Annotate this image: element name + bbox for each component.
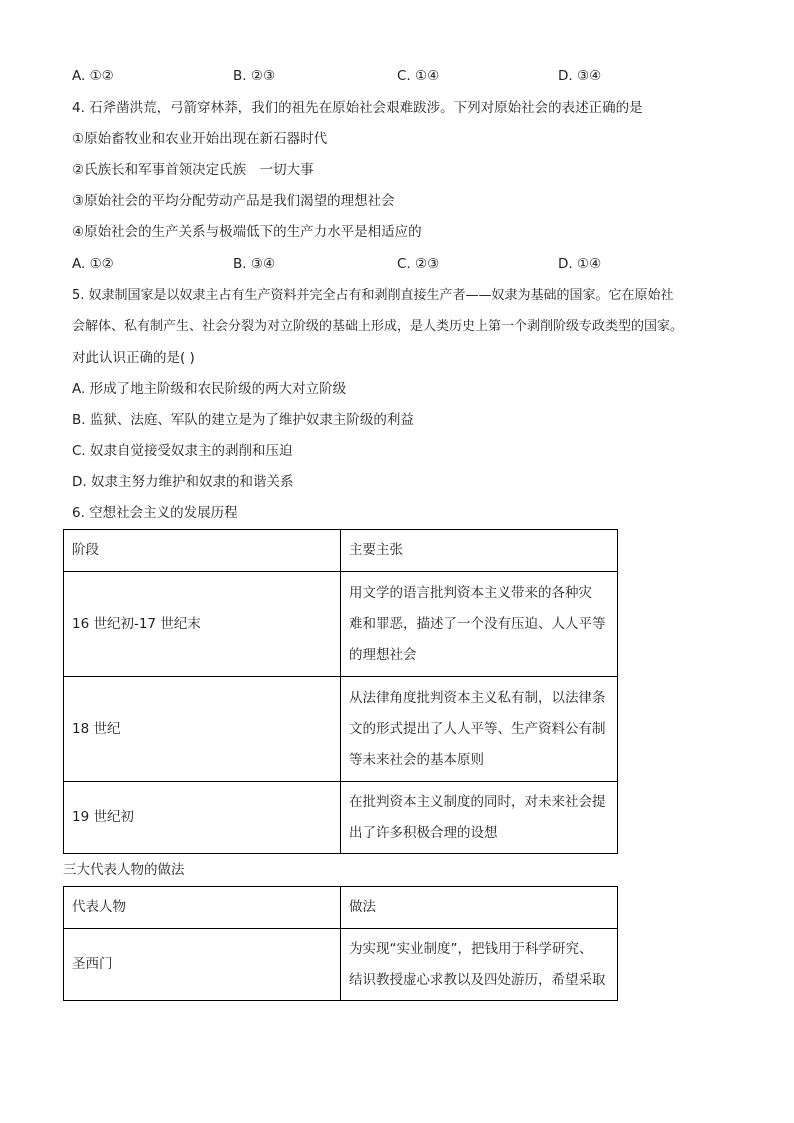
q5-option-b: B. 监狱、法庭、军队的建立是为了维护奴隶主阶级的利益 (72, 412, 414, 428)
claim-cell (341, 572, 618, 677)
table-header-row (64, 530, 618, 572)
claim-line: 等未来社会的基本原则 (349, 751, 484, 768)
practice-cell (341, 929, 618, 1001)
stage-cell: 18 世纪 (64, 677, 341, 782)
q4-statement-1: ①原始畜牧业和农业开始出现在新石器时代 (72, 131, 328, 147)
table-row (64, 677, 618, 782)
claim-cell (341, 782, 618, 854)
person-table (63, 886, 618, 1001)
q4-option-b: B. ③④ (233, 256, 276, 272)
claim-line: 从法律角度批判资本主义私有制，以法律条 (349, 689, 606, 706)
q5-stem-line-1: 5. 奴隶制国家是以奴隶主占有生产资料并完全占有和剥削直接生产者——奴隶为基础的国家。它在原始社 (72, 288, 674, 303)
stage-cell: 19 世纪初 (64, 782, 341, 854)
q3-option-d: D. ③④ (558, 68, 602, 84)
q4-option-d: D. ①④ (558, 256, 602, 272)
claim-cell (341, 677, 618, 782)
q4-option-c: C. ②③ (397, 256, 440, 272)
q6-title: 6. 空想社会主义的发展历程 (72, 505, 238, 521)
table-row (64, 782, 618, 854)
q4-statement-4: ④原始社会的生产关系与极端低下的生产力水平是相适应的 (72, 224, 422, 240)
table-row (64, 929, 618, 1001)
q3-option-a: A. ①② (72, 68, 114, 84)
q5-stem-line-3: 对此认识正确的是( ) (72, 350, 195, 366)
q4-option-a: A. ①② (72, 256, 114, 272)
stage-cell: 16 世纪初-17 世纪末 (64, 572, 341, 677)
header-stage: 阶段 (64, 530, 341, 572)
q6-subtitle: 三大代表人物的做法 (63, 862, 185, 878)
q3-option-c: C. ①④ (397, 68, 440, 84)
person-cell: 圣西门 (64, 929, 341, 1001)
claim-line: 出了许多积极合理的设想 (349, 824, 498, 841)
q4-statement-2: ②氏族长和军事首领决定氏族 一切大事 (72, 162, 314, 178)
stage-table (63, 529, 618, 854)
practice-line: 为实现“实业制度”，把钱用于科学研究、 (349, 940, 593, 957)
claim-line: 用文学的语言批判资本主义带来的各种灾 (349, 584, 592, 601)
header-person: 代表人物 (64, 887, 341, 929)
claim-line: 的理想社会 (349, 646, 417, 663)
q4-stem: 4. 石斧凿洪荒，弓箭穿林莽，我们的祖先在原始社会艰难跋涉。下列对原始社会的表述正确的是 (72, 100, 643, 116)
q5-option-a: A. 形成了地主阶级和农民阶级的两大对立阶级 (72, 381, 347, 397)
practice-line: 结识教授虚心求教以及四处游历，希望采取 (349, 971, 606, 988)
q5-option-d: D. 奴隶主努力维护和奴隶的和谐关系 (72, 474, 294, 490)
header-practice: 做法 (341, 887, 618, 929)
q4-statement-3: ③原始社会的平均分配劳动产品是我们渴望的理想社会 (72, 193, 395, 209)
table-row (64, 572, 618, 677)
q3-option-b: B. ②③ (233, 68, 276, 84)
claim-line: 在批判资本主义制度的同时，对未来社会提 (349, 793, 606, 810)
q5-stem-line-2: 会解体、私有制产生、社会分裂为对立阶级的基础上形成，是人类历史上第一个剥削阶级专政类型的国家。 (72, 319, 684, 334)
claim-line: 文的形式提出了人人平等、生产资料公有制 (349, 720, 606, 737)
claim-line: 难和罪恶，描述了一个没有压迫、人人平等 (349, 615, 606, 632)
header-claim: 主要主张 (341, 530, 618, 572)
table-header-row (64, 887, 618, 929)
q5-option-c: C. 奴隶自觉接受奴隶主的剥削和压迫 (72, 443, 293, 459)
